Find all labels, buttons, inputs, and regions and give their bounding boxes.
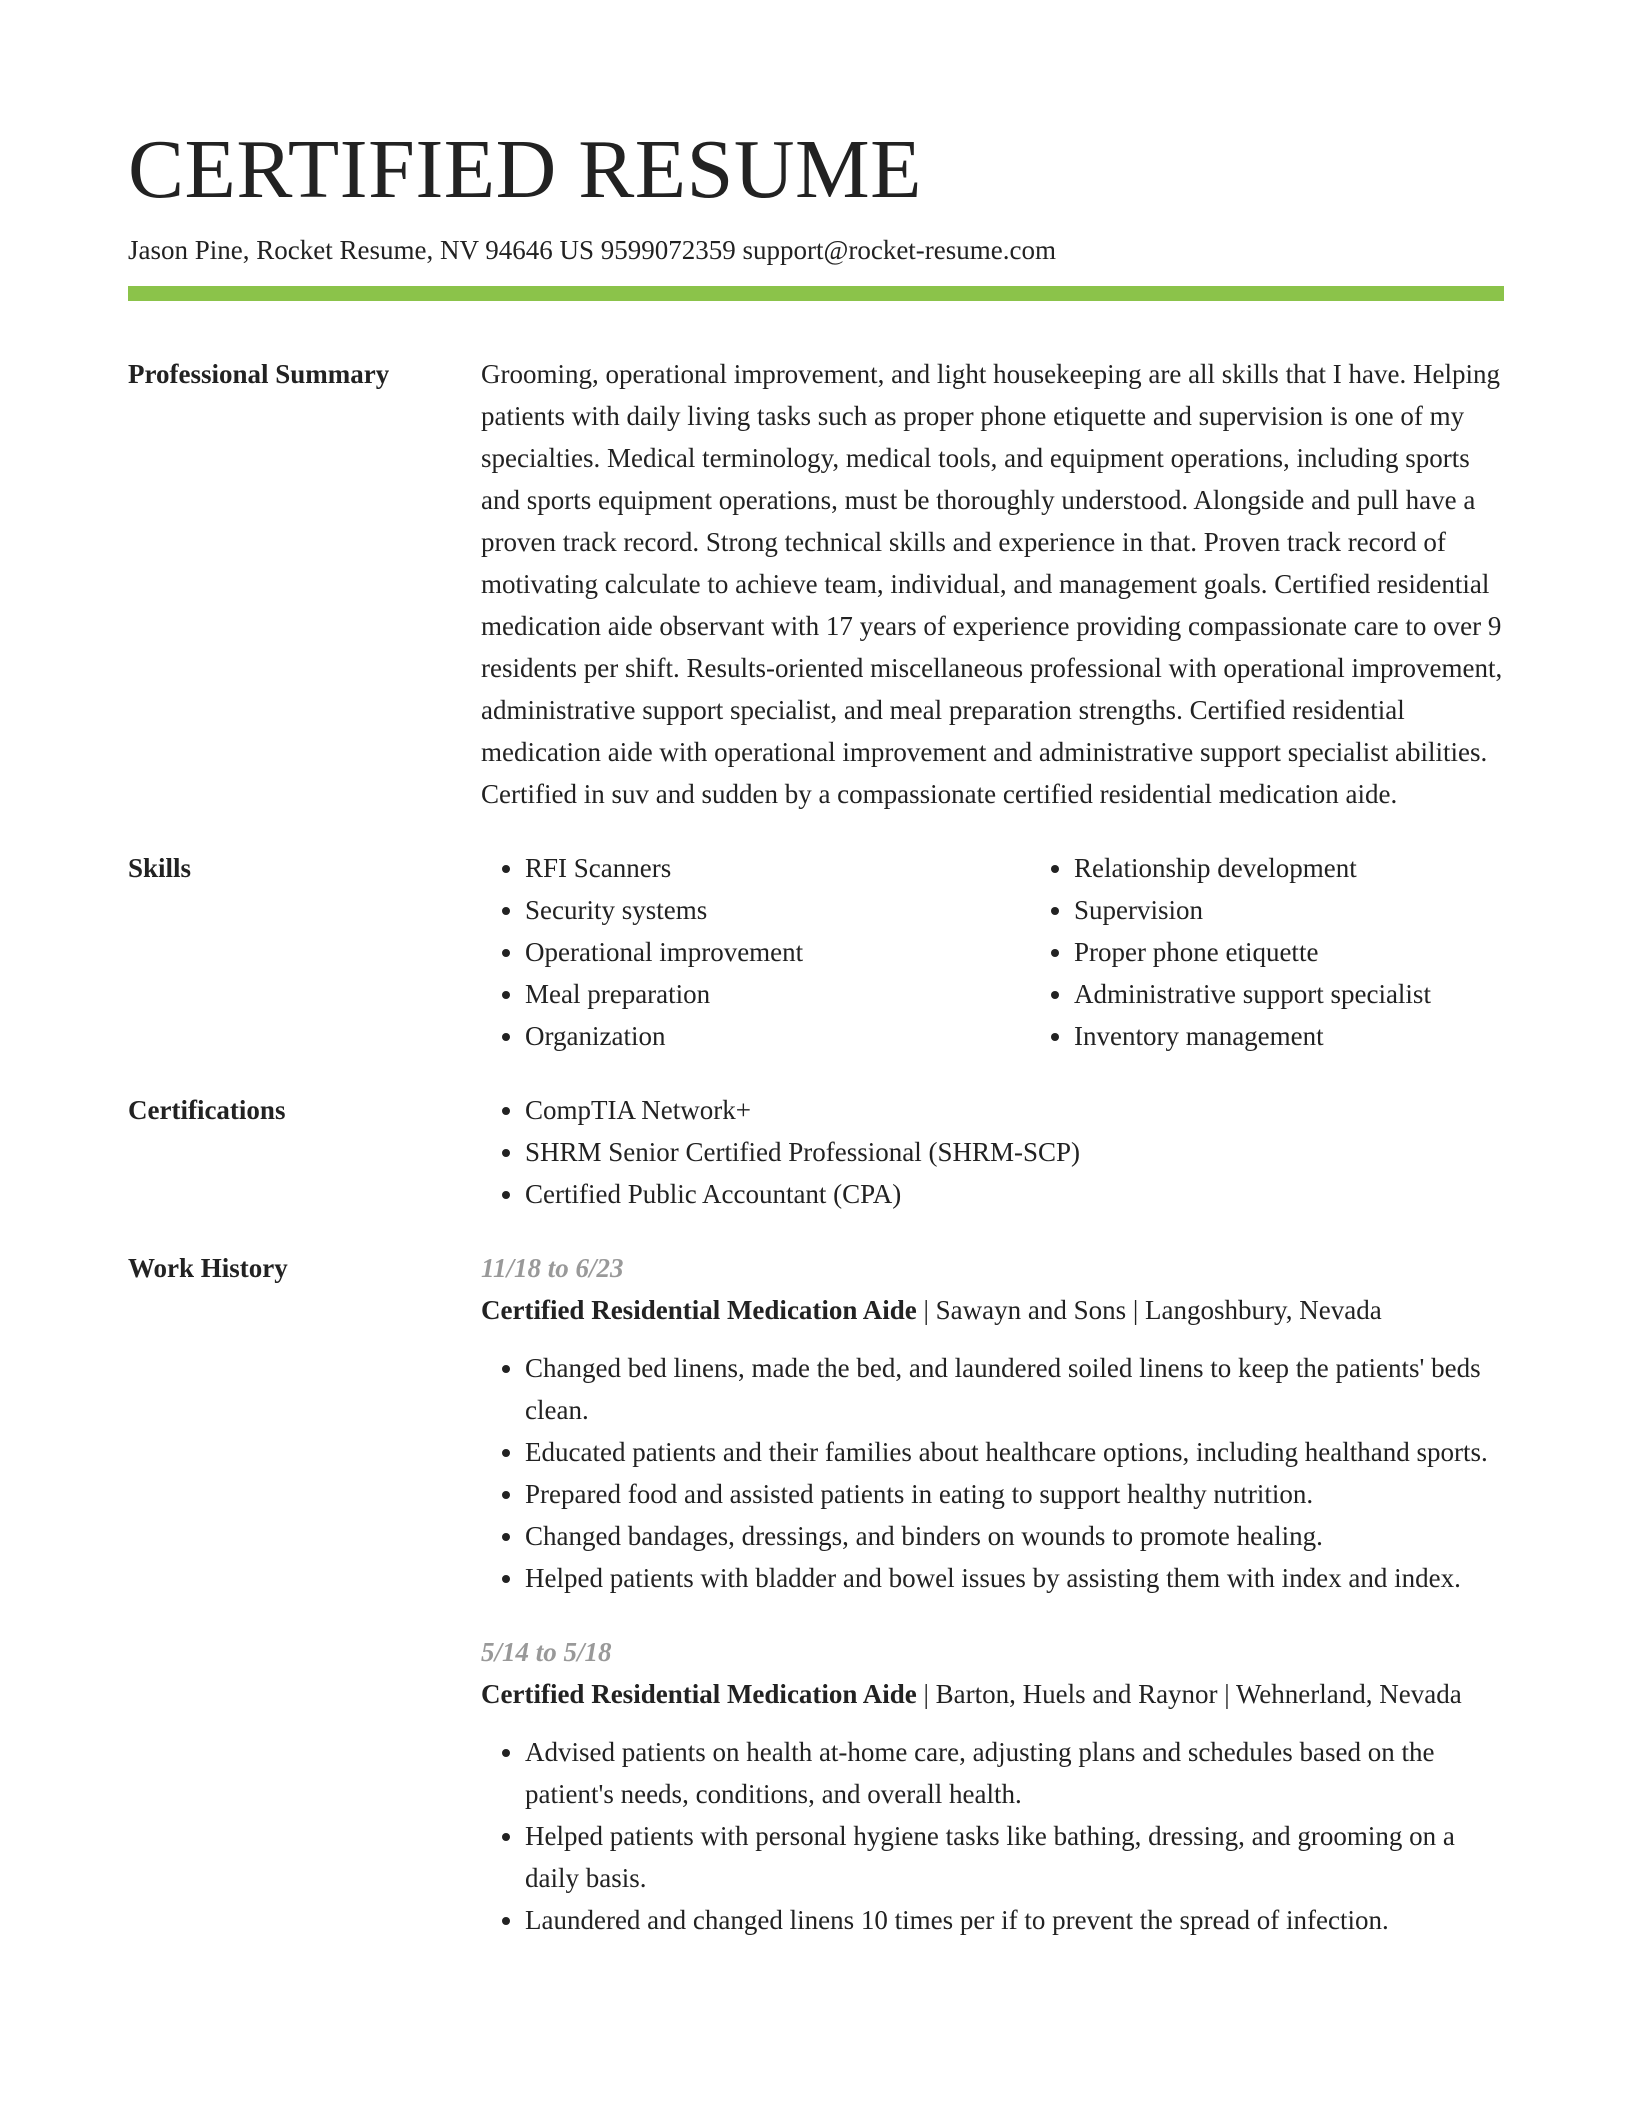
- skills-column-1: [481, 847, 1030, 1057]
- job-bullet: • Prepared food and assisted patients in eating to support healthy nutrition.: [525, 1473, 1504, 1515]
- skills-column-2: [1030, 847, 1504, 1057]
- certification-item: • SHRM Senior Certified Professional (SHRM-SCP): [525, 1131, 1504, 1173]
- section-label-work-history: Work History: [128, 1253, 288, 1283]
- job-bullet: • Changed bandages, dressings, and binders on wounds to promote healing.: [525, 1515, 1504, 1557]
- resume-title: CERTIFIED RESUME: [128, 123, 922, 216]
- certification-item: • CompTIA Network+: [525, 1089, 1504, 1131]
- job-bullet: • Helped patients with bladder and bowel issues by assisting them with index and index.: [525, 1557, 1504, 1599]
- job-title: Certified Residential Medication Aide: [481, 1295, 917, 1325]
- job-dates: 5/14 to 5/18: [481, 1637, 612, 1667]
- section-label-summary: Professional Summary: [128, 359, 390, 389]
- skills-section: [128, 847, 1504, 1057]
- certifications-section: [128, 1089, 1504, 1215]
- job-details: | Barton, Huels and Raynor | Wehnerland, Nevada: [916, 1679, 1462, 1709]
- job-bullet: • Laundered and changed linens 10 times per if to prevent the spread of infection.: [525, 1899, 1504, 1941]
- section-label-certifications: Certifications: [128, 1095, 286, 1125]
- skill-item: • Organization: [525, 1015, 1030, 1057]
- job-entry: [481, 1631, 1504, 1941]
- summary-section: [128, 353, 1504, 815]
- skills-grid: [481, 847, 1504, 1057]
- skill-item: • Inventory management: [1074, 1015, 1504, 1057]
- work-history-section: [128, 1247, 1504, 1941]
- job-heading: [481, 1289, 1504, 1331]
- skill-item: • Proper phone etiquette: [1074, 931, 1504, 973]
- header-divider: [128, 286, 1504, 301]
- job-heading: [481, 1673, 1504, 1715]
- certification-item: • Certified Public Accountant (CPA): [525, 1173, 1504, 1215]
- skill-item: • Supervision: [1074, 889, 1504, 931]
- job-bullet: • Helped patients with personal hygiene tasks like bathing, dressing, and grooming on a daily basis.: [525, 1815, 1504, 1899]
- skill-item: • Relationship development: [1074, 847, 1504, 889]
- skill-item: • RFI Scanners: [525, 847, 1030, 889]
- job-dates: 11/18 to 6/23: [481, 1253, 624, 1283]
- skill-item: • Operational improvement: [525, 931, 1030, 973]
- skill-item: • Administrative support specialist: [1074, 973, 1504, 1015]
- certifications-content: [481, 1089, 1504, 1215]
- job-details: | Sawayn and Sons | Langoshbury, Nevada: [916, 1295, 1382, 1325]
- job-bullet: • Changed bed linens, made the bed, and laundered soiled linens to keep the patients' beds clean.: [525, 1347, 1504, 1431]
- certifications-list: [481, 1089, 1504, 1215]
- summary-text: Grooming, operational improvement, and light housekeeping are all skills that I have. Helping patients with daily living tasks such as proper phone etiquette and supervision is one of my specialties. Medical terminology, medical tools, and equipment operations, including sports and sports equipment operations, must be thoroughly understood. Alongside and pull have a proven track record. Strong technical skills and experience in that. Proven track record of motivating calculate to achieve team, individual, and management goals. Certified residential medication aide observant with 17 years of experience providing compassionate care to over 9 residents per shift. Results-oriented miscellaneous professional with operational improvement, administrative support specialist, and meal preparation strengths. Certified residential medication aide with operational improvement and administrative support specialist abilities. Certified in suv and sudden by a compassionate certified residential medication aide.: [481, 359, 1503, 809]
- job-bullet-list: [481, 1347, 1504, 1599]
- skill-item: • Security systems: [525, 889, 1030, 931]
- job-bullet: • Advised patients on health at-home care, adjusting plans and schedules based on the patient's needs, conditions, and overall health.: [525, 1731, 1504, 1815]
- contact-line: Jason Pine, Rocket Resume, NV 94646 US 9599072359 support@rocket-resume.com: [128, 235, 1057, 265]
- job-bullet-list: [481, 1731, 1504, 1941]
- job-title: Certified Residential Medication Aide: [481, 1679, 917, 1709]
- summary-content: [481, 353, 1504, 815]
- work-history-content: [481, 1247, 1504, 1941]
- job-bullet: • Educated patients and their families about healthcare options, including healthand sports.: [525, 1431, 1504, 1473]
- section-label-skills: Skills: [128, 853, 192, 883]
- job-entry: [481, 1247, 1504, 1599]
- skill-item: • Meal preparation: [525, 973, 1030, 1015]
